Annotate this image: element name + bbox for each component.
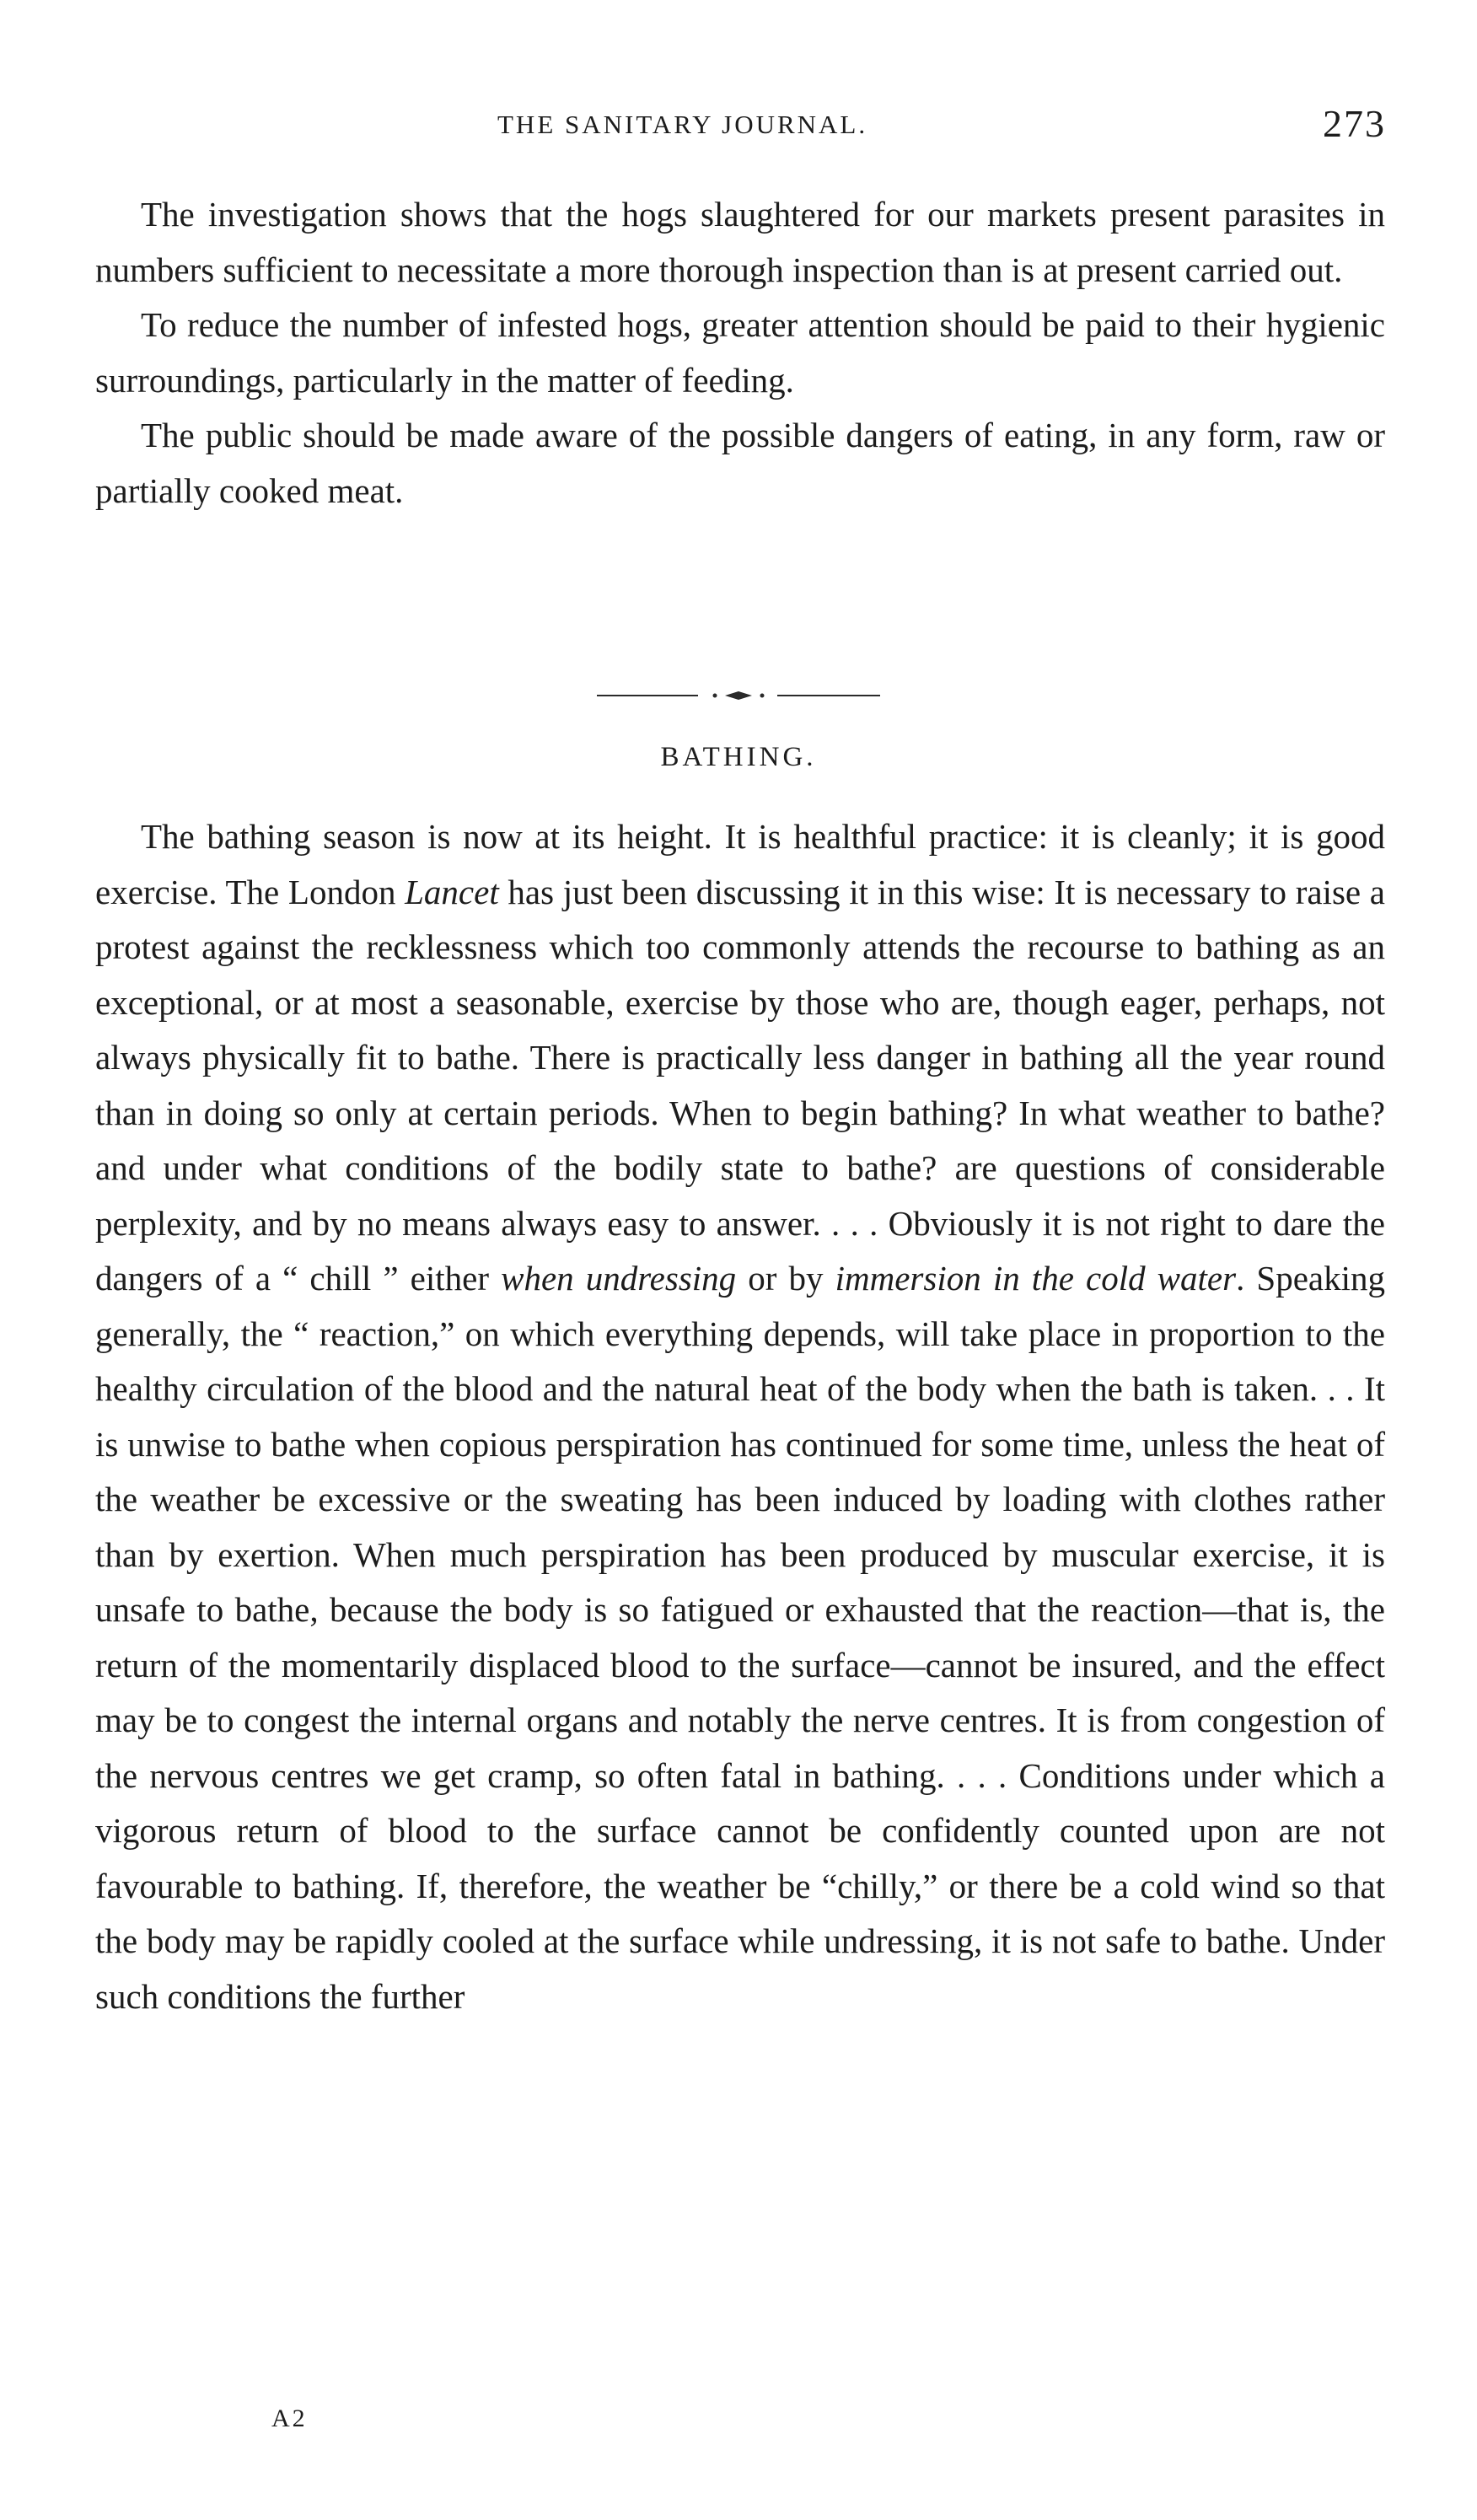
italic-text: Lancet xyxy=(405,872,499,911)
divider-ornament-icon xyxy=(597,687,880,704)
intro-text xyxy=(95,187,1385,519)
page-number: 273 xyxy=(1323,102,1386,145)
running-title: THE SANITARY JOURNAL. xyxy=(497,110,868,139)
paragraph: To reduce the number of infested hogs, greater attention should be paid to their hygienic surroundings, particularly in the matter of feeding. xyxy=(95,305,1385,400)
text-run: or by xyxy=(736,1259,835,1298)
paragraph xyxy=(95,809,1385,2024)
running-head xyxy=(0,99,1477,150)
text-run: has just been discussing it in this wise: It is necessary to raise a protest against the recklessness which too commonly attends the recourse to bathing as an exceptional, or at most a seasonable, exercise by those who are, though eager, perhaps, not always physically fit to bathe. There is practically less danger in bathing all the year round than in doing so only at certain periods. When to begin bathing? In what weather to bathe? and under what conditions of the bodily state to bathe? are questions of considerable perplexity, and by no means always easy to answer. . . . Obviously it is not right to dare the dangers of a “ chill ” either xyxy=(95,872,1385,1298)
text-run: . Speaking generally, the “ reaction,” on which everything depends, will take place in proportion to the healthy circulation of the blood and the natural heat of the body when the bath is taken. . . It is unwise to bathe when copious perspiration has continued for some time, unless the heat of the weather be excessive or the sweating has been induced by loading with clothes rather than by exertion. When much perspiration has been produced by muscular exercise, it is unsafe to bathe, because the body is so fatigued or exhausted that the reaction—that is, the return of the momentarily displaced blood to the surface—cannot be insured, and the effect may be to congest the internal organs and notably the nerve centres. It is from congestion of the nervous centres we get cramp, so often fatal in bathing. . . . Conditions under which a vigorous return of blood to the surface cannot be confidently counted upon are not favourable to bathing. If, therefore, the weather be “chilly,” or there be a cold wind so that the body may be rapidly cooled at the surface while undressing, it is not safe to bathe. Under such conditions the further xyxy=(95,1259,1386,2016)
paragraph: The investigation shows that the hogs slaughtered for our markets present parasites in numbers sufficient to necessitate a more thorough inspection than is at present carried out. xyxy=(95,195,1385,289)
bathing-text xyxy=(95,809,1385,2024)
paragraph: The public should be made aware of the possible dangers of eating, in any form, raw or partially cooked meat. xyxy=(95,416,1385,510)
italic-text: immersion in the cold water xyxy=(835,1259,1237,1298)
signature-mark: A2 xyxy=(271,2404,308,2432)
section-divider xyxy=(0,687,1477,704)
italic-text: when undressing xyxy=(501,1259,737,1298)
section-heading: BATHING. xyxy=(660,742,817,772)
text-run: The bathing season is now at its height. It is healthful practice: it is cleanly; it is good exercise. The London xyxy=(95,817,1385,911)
